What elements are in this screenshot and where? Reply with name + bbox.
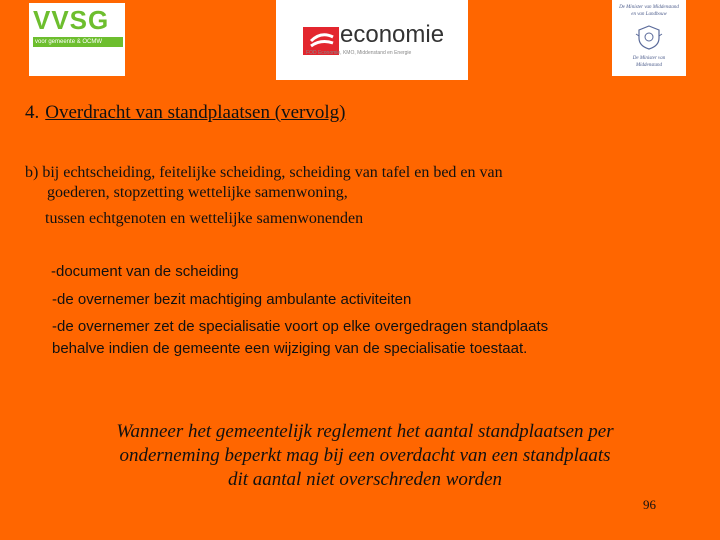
paragraph-b-line2: goederen, stopzetting wettelijke samenwoning, <box>47 184 348 201</box>
paragraph-b-line3: tussen echtgenoten en wettelijke samenwonenden <box>45 210 364 227</box>
federal-logo-line2: en van Landbouw <box>631 12 667 17</box>
vvsg-logo <box>29 3 125 76</box>
vvsg-logo-subtitle: voor gemeente & OCMW <box>33 37 123 47</box>
condition-item: -document van de scheiding <box>51 263 239 280</box>
condition-item: -de overnemer bezit machtiging ambulante activiteiten <box>52 291 412 308</box>
federal-logo-line1: De Minister van Middenstand <box>619 5 679 10</box>
conclusion-line1: Wanneer het gemeentelijk reglement het aantal standplaatsen per <box>116 421 614 442</box>
conclusion-line3: dit aantal niet overschreden worden <box>227 469 503 490</box>
vvsg-logo-name: VVSG <box>33 5 110 35</box>
paragraph-b-line1: b) bij echtscheiding, feitelijke scheiding, scheiding van tafel en bed en van <box>25 164 503 181</box>
economie-logo-subtitle: FOD Economie, KMO, Middenstand en Energie <box>306 50 412 56</box>
coat-of-arms-icon <box>634 24 664 50</box>
condition-item-continuation: behalve indien de gemeente een wijziging van de specialisatie toestaat. <box>52 340 528 357</box>
economie-logo-name: economie <box>340 21 445 48</box>
economie-logo <box>276 0 468 80</box>
page-number: 96 <box>643 497 656 512</box>
conclusion-line2: onderneming beperkt mag bij een overdacht van een standplaats <box>119 445 611 466</box>
federal-logo-line3: De Minister van <box>632 56 666 61</box>
slide-title-number: 4. <box>25 102 40 123</box>
federal-logo-line4: Middenstand <box>635 63 663 68</box>
condition-item: -de overnemer zet de specialisatie voort op elke overgedragen standplaats <box>52 318 549 335</box>
slide-title-text: Overdracht van standplaatsen (vervolg) <box>45 102 346 123</box>
conclusion-text <box>30 420 700 492</box>
federal-crest-logo <box>612 0 686 76</box>
slide-title <box>25 101 345 125</box>
